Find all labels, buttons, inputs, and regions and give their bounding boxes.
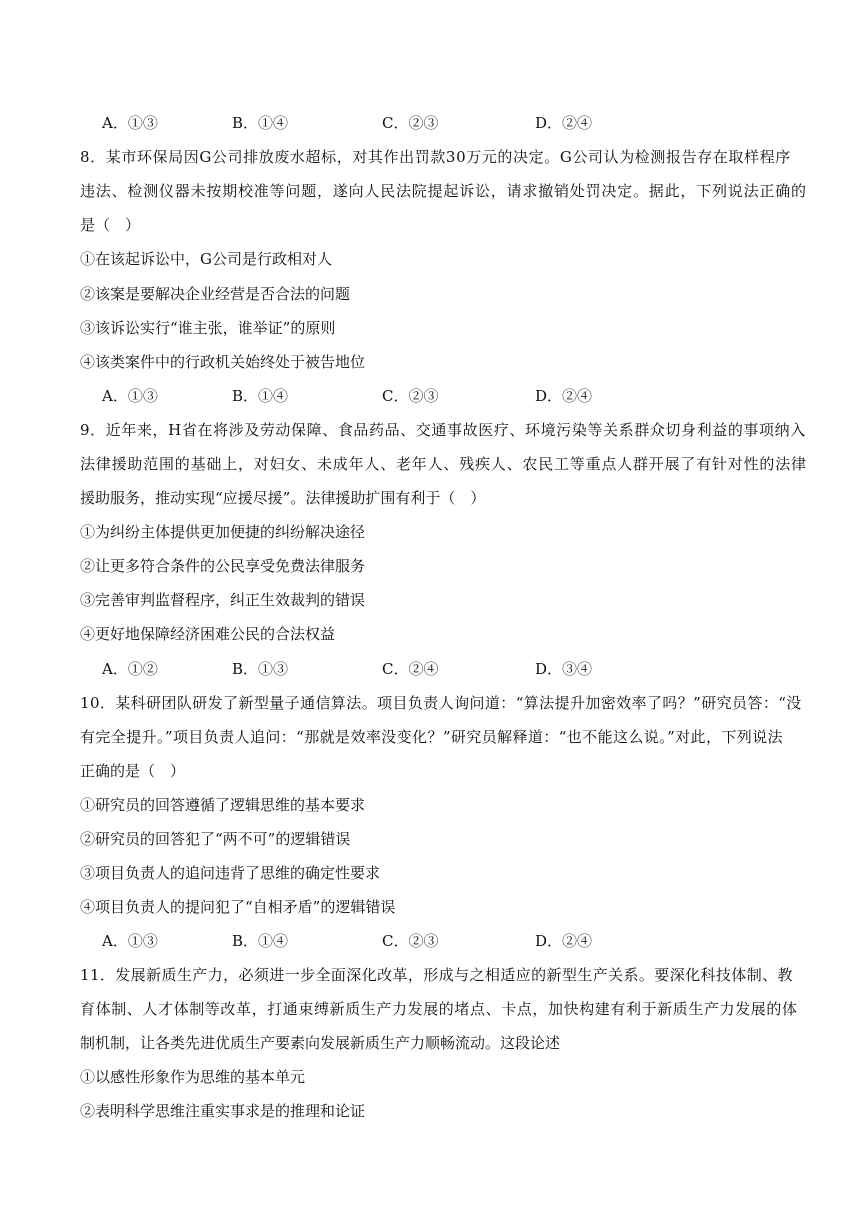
q8-item-1: ①在该起诉讼中，G公司是行政相对人 xyxy=(80,250,332,268)
option-d[interactable]: D．③④ xyxy=(535,660,593,678)
q9-stem-line-3: 援助服务，推动实现“应援尽援”。法律援助扩围有利于（ ） xyxy=(80,489,486,507)
q8-options xyxy=(0,386,868,406)
option-c[interactable]: C．②③ xyxy=(382,387,439,405)
option-d[interactable]: D．②④ xyxy=(535,114,593,132)
q9-options xyxy=(0,659,868,679)
q9-item-1: ①为纠纷主体提供更加便捷的纠纷解决途径 xyxy=(80,523,366,541)
q9-item-3: ③完善审判监督程序，纠正生效裁判的错误 xyxy=(80,591,366,609)
option-b[interactable]: B．①③ xyxy=(232,660,289,678)
q8-item-3: ③该诉讼实行“谁主张，谁举证”的原则 xyxy=(80,319,336,337)
q8-stem-line-1: 8．某市环保局因G公司排放废水超标，对其作出罚款30万元的决定。G公司认为检测报告存在取样程序 xyxy=(80,148,791,166)
option-a[interactable]: A．①③ xyxy=(102,387,158,405)
q10-item-3: ③项目负责人的追问违背了思维的确定性要求 xyxy=(80,864,381,882)
q10-item-4: ④项目负责人的提问犯了“自相矛盾”的逻辑错误 xyxy=(80,898,396,916)
q10-options xyxy=(0,931,868,951)
option-d[interactable]: D．②④ xyxy=(535,387,593,405)
q11-stem-line-3: 制机制，让各类先进优质生产要素向发展新质生产力顺畅流动。这段论述 xyxy=(80,1034,561,1052)
q10-stem-line-2: 有完全提升。”项目负责人追问：“那就是效率没变化？”研究员解释道：“也不能这么说。”对此，下列说法 xyxy=(80,728,783,746)
q8-item-2: ②该案是要解决企业经营是否合法的问题 xyxy=(80,285,351,303)
option-b[interactable]: B．①④ xyxy=(232,114,289,132)
option-b[interactable]: B．①④ xyxy=(232,387,289,405)
q8-stem-line-3: 是（ ） xyxy=(80,216,141,234)
q11-item-2: ②表明科学思维注重实事求是的推理和论证 xyxy=(80,1102,366,1120)
option-a[interactable]: A．①③ xyxy=(102,114,158,132)
option-a[interactable]: A．①③ xyxy=(102,932,158,950)
q8-stem-line-2: 违法、检测仪器未按期校准等问题，遂向人民法院提起诉讼，请求撤销处罚决定。据此，下列说法正确的 xyxy=(80,182,807,200)
q11-stem-line-1: 11．发展新质生产力，必须进一步全面深化改革，形成与之相适应的新型生产关系。要深化科技体制、教 xyxy=(80,966,793,984)
option-d[interactable]: D．②④ xyxy=(535,932,593,950)
option-c[interactable]: C．②③ xyxy=(382,932,439,950)
option-b[interactable]: B．①④ xyxy=(232,932,289,950)
q10-stem-line-1: 10．某科研团队研发了新型量子通信算法。项目负责人询问道：“算法提升加密效率了吗？”研究员答：“没 xyxy=(80,694,802,712)
q11-item-1: ①以感性形象作为思维的基本单元 xyxy=(80,1068,306,1086)
q9-item-2: ②让更多符合条件的公民享受免费法律服务 xyxy=(80,557,366,575)
q8-item-4: ④该类案件中的行政机关始终处于被告地位 xyxy=(80,353,366,371)
q11-stem-line-2: 育体制、人才体制等改革，打通束缚新质生产力发展的堵点、卡点，加快构建有利于新质生产力发展的体 xyxy=(80,1000,798,1018)
option-c[interactable]: C．②③ xyxy=(382,114,439,132)
q10-item-2: ②研究员的回答犯了“两不可”的逻辑错误 xyxy=(80,830,351,848)
q9-item-4: ④更好地保障经济困难公民的合法权益 xyxy=(80,625,336,643)
q7-options xyxy=(0,113,868,133)
q9-stem-line-2: 法律援助范围的基础上，对妇女、未成年人、老年人、残疾人、农民工等重点人群开展了有针对性的法律 xyxy=(80,455,807,473)
option-c[interactable]: C．②④ xyxy=(382,660,439,678)
q10-stem-line-3: 正确的是（ ） xyxy=(80,762,186,780)
q9-stem-line-1: 9．近年来，H省在将涉及劳动保障、食品药品、交通事故医疗、环境污染等关系群众切身利益的事项纳入 xyxy=(80,421,806,439)
option-a[interactable]: A．①② xyxy=(102,660,158,678)
q10-item-1: ①研究员的回答遵循了逻辑思维的基本要求 xyxy=(80,796,366,814)
